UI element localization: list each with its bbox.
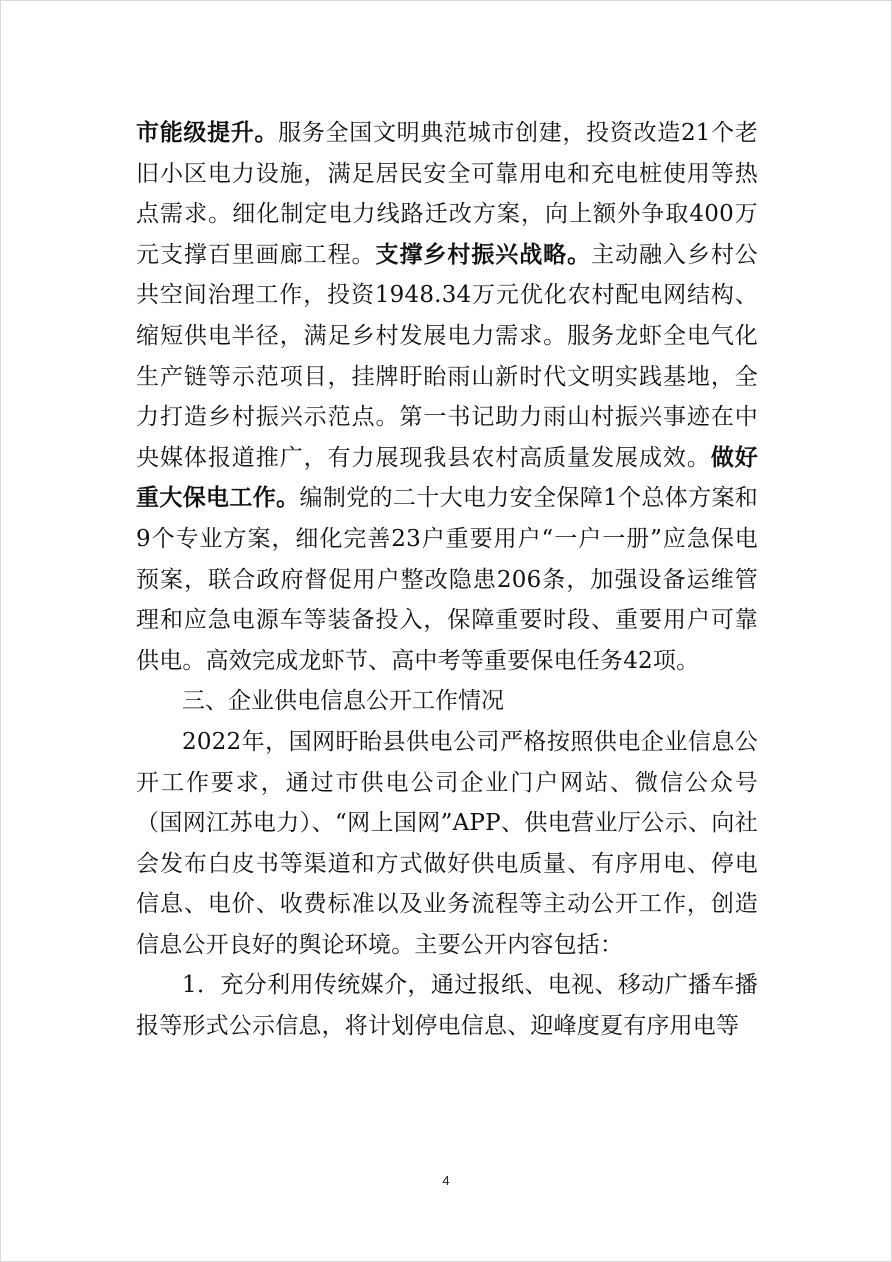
paragraph-info-disclosure: 2022年，国网盱眙县供电公司严格按照供电企业信息公开工作要求，通过市供电公司企业门户网站、微信公众号（国网江苏电力）、“网上国网”APP、供电营业厅公示、向社会发布白皮书等渠道和方式做好供电质量、有序用电、停电信息、电价、收费标准以及业务流程等主动公开工作，创造信息公开良好的舆论环境。主要公开内容包括：	[136, 728, 758, 958]
paragraph-text: 服务全国文明典范城市创建，投资改造21个老旧小区电力设施，满足居民安全可靠用电和充电桩使用等热点需求。细化制定电力线路迁改方案，向上额外争取400万元支撑百里画廊工程。	[136, 120, 759, 268]
paragraph-text: 编制党的二十大电力安全保障1个总体方案和9个专业方案，细化完善23户重要用户“一户一册”应急保电预案，联合政府督促用户整改隐患206条，加强设备运维管理和应急电源车等装备投入，保障重要时段、重要用户可靠供电。高效完成龙虾节、高中考等重要保电任务42项。	[136, 485, 758, 674]
paragraph-traditional-media: 1．充分利用传统媒介，通过报纸、电视、移动广播车播报等形式公示信息，将计划停电信息、迎峰度夏有序用电等	[136, 972, 758, 1040]
section-heading: 三、企业供电信息公开工作情况	[182, 688, 504, 715]
bold-phrase-rural-revitalization: 支撑乡村振兴战略。	[375, 241, 592, 268]
paragraph-text: 主动融入乡村公共空间治理工作，投资1948.34万元优化农村配电网结构、缩短供电半径，满足乡村发展电力需求。服务龙虾全电气化生产链等示范项目，挂牌盱眙雨山新时代文明实践基地，全力打造乡村振兴示范点。第一书记助力雨山村振兴事迹在中央媒体报道推广，有力展现我县农村高质量发展成效。	[136, 241, 758, 471]
paragraph-power-supply-services	[136, 113, 758, 681]
document-body	[136, 113, 758, 1047]
bold-phrase-major-power-assurance: 做好重大保电工作。	[136, 444, 758, 512]
page-number: 4	[442, 1173, 450, 1188]
bold-phrase-city-level-upgrade: 市能级提升。	[136, 120, 279, 146]
